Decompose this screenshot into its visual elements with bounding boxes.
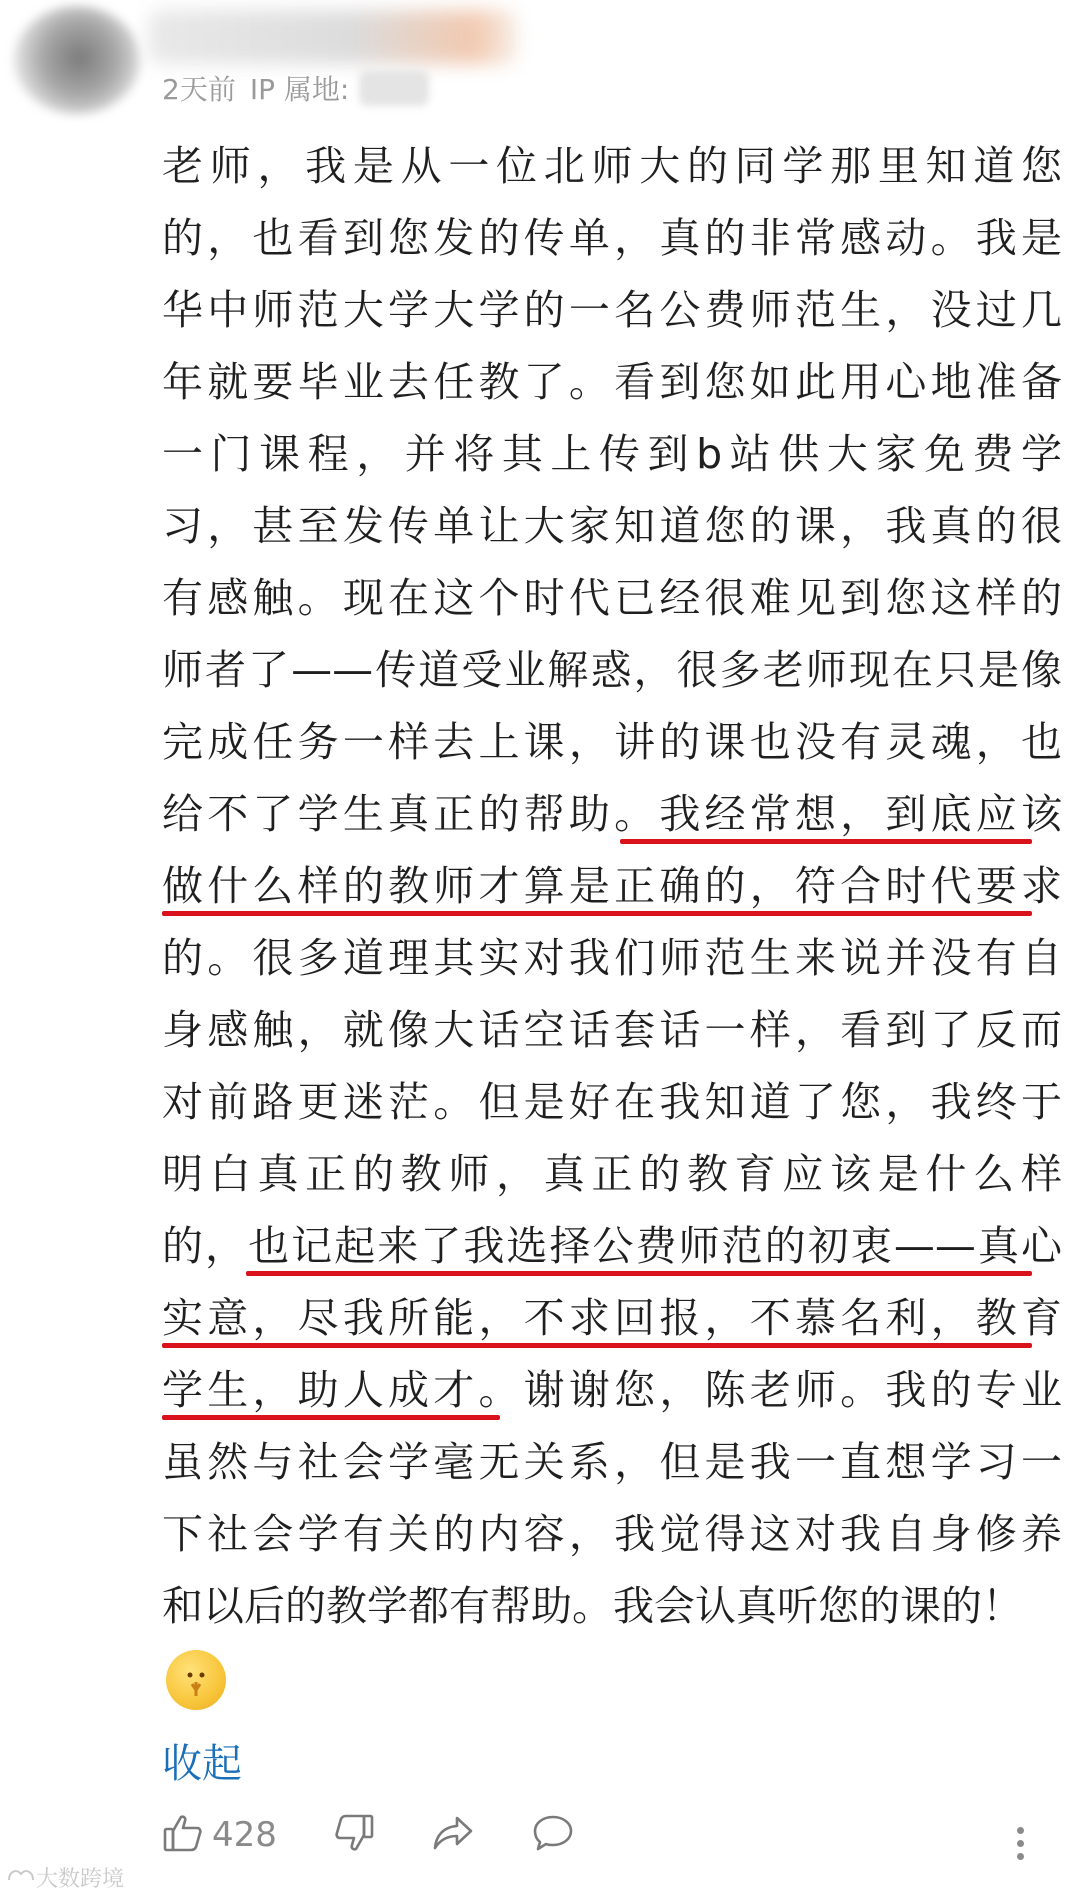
comment-line: 对前路更迷茫。但是好在我知道了您，我终于	[162, 1078, 1062, 1126]
thumbs-down-icon	[333, 1812, 375, 1858]
ip-location-label: IP 属地:	[249, 73, 350, 106]
comment-line: 虽然与社会学毫无关系，但是我一直想学习一	[162, 1438, 1062, 1486]
watermark	[6, 1862, 124, 1893]
comment-icon	[531, 1812, 575, 1858]
comment-line: 明白真正的教师，真正的教育应该是什么样	[162, 1150, 1062, 1198]
comment-line: 做什么样的教师才算是正确的，符合时代要求	[162, 862, 1062, 910]
watermark-logo-icon	[6, 1864, 36, 1892]
comment-line: 师者了——传道受业解惑，很多老师现在只是像	[162, 646, 1062, 694]
comment-line: 学生，助人成才。谢谢您，陈老师。我的专业	[162, 1366, 1062, 1414]
comment-line: 的，也看到您发的传单，真的非常感动。我是	[162, 214, 1062, 262]
comment-line: 年就要毕业去任教了。看到您如此用心地准备	[162, 358, 1062, 406]
comment-line: 华中师范大学大学的一名公费师范生，没过几	[162, 286, 1062, 334]
highlight-underline	[162, 1343, 1032, 1348]
avatar[interactable]	[14, 6, 140, 114]
comment-line: 的。很多道理其实对我们师范生来说并没有自	[162, 934, 1062, 982]
share-icon	[431, 1812, 475, 1858]
more-icon[interactable]	[1014, 1824, 1026, 1863]
like-button[interactable]	[162, 1812, 277, 1858]
highlight-underline	[162, 1415, 500, 1420]
comment-actions	[162, 1812, 631, 1858]
highlight-underline	[620, 839, 1032, 844]
comment-line: 老师，我是从一位北师大的同学那里知道您	[162, 142, 1062, 190]
comment-line: 身感触，就像大话空话套话一样，看到了反而	[162, 1006, 1062, 1054]
comment-meta	[162, 68, 429, 108]
comment-line: 和以后的教学都有帮助。我会认真听您的课的！	[162, 1582, 1023, 1630]
watermark-text: 大数跨境	[36, 1867, 125, 1892]
like-count: 428	[212, 1815, 277, 1855]
thumbs-up-icon	[162, 1812, 204, 1858]
comment-line: 给不了学生真正的帮助。我经常想，到底应该	[162, 790, 1062, 838]
collapse-button[interactable]: 收起	[162, 1741, 242, 1787]
comment-line: 下社会学有关的内容，我觉得这对我自身修养	[162, 1510, 1062, 1558]
comment-line: 一门课程，并将其上传到b站供大家免费学	[162, 430, 1062, 478]
highlight-underline	[162, 911, 1032, 916]
ip-location-blurred	[359, 70, 429, 106]
highlight-underline	[246, 1271, 1032, 1276]
reply-button[interactable]	[531, 1812, 575, 1858]
pray-emoji-icon	[166, 1650, 226, 1710]
comment-line: 实意，尽我所能，不求回报，不慕名利，教育	[162, 1294, 1062, 1342]
dislike-button[interactable]	[333, 1812, 375, 1858]
comment-time: 2天前	[162, 73, 236, 106]
comment-line: 的，也记起来了我选择公费师范的初衷——真心	[162, 1222, 1062, 1270]
comment-line: 习，甚至发传单让大家知道您的课，我真的很	[162, 502, 1062, 550]
username-blurred[interactable]	[148, 10, 518, 64]
comment-line: 有感触。现在这个时代已经很难见到您这样的	[162, 574, 1062, 622]
share-button[interactable]	[431, 1812, 475, 1858]
comment-line: 完成任务一样去上课，讲的课也没有灵魂，也	[162, 718, 1062, 766]
